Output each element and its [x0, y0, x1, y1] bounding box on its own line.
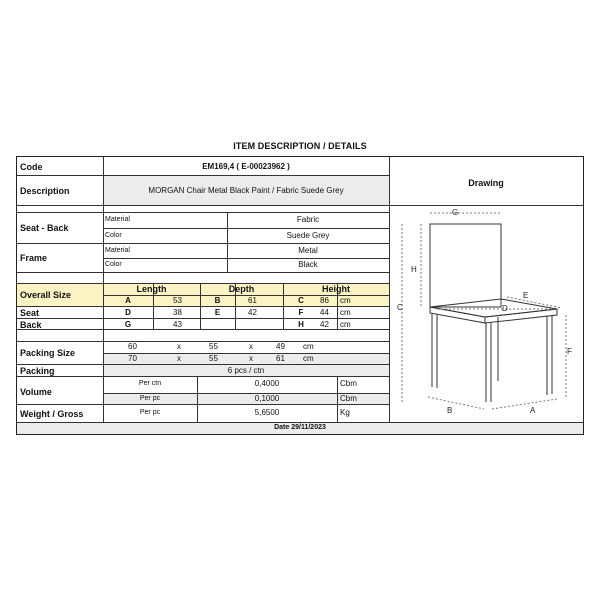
chair-drawing	[17, 157, 583, 422]
drawing-letter-c: C	[397, 303, 403, 312]
packing-size-label: Packing Size	[20, 348, 76, 358]
overall-depth-key: B	[214, 296, 221, 305]
overall-size-label: Overall Size	[20, 290, 72, 300]
volume-per-ctn: 0,4000	[254, 379, 280, 388]
chair-seat	[430, 299, 557, 317]
seat-length-key: D	[125, 308, 131, 317]
seat-back-label: Seat - Back	[20, 223, 69, 233]
packing-row1-c: 49	[276, 342, 285, 351]
volume-per-pc-label: Per pc	[139, 395, 161, 402]
back-length-value: 43	[173, 320, 182, 329]
packing-value: 6 pcs / ctn	[227, 366, 265, 375]
packing-row2-x2: x	[249, 354, 253, 363]
code-value: EM169,4 ( E-00023962 )	[202, 162, 290, 171]
length-header: Length	[136, 284, 167, 294]
weight-unit: Kg	[340, 408, 350, 417]
seat-back-material: Fabric	[296, 215, 320, 224]
back-length-key: G	[124, 320, 132, 329]
overall-height-value: 86	[320, 296, 329, 305]
seat-depth-key: E	[214, 308, 221, 317]
volume-label: Volume	[20, 387, 52, 397]
packing-row1-unit: cm	[303, 342, 314, 351]
drawing-letter-h: H	[411, 265, 417, 274]
seat-height-key: F	[298, 308, 304, 317]
packing-row1-x1: x	[177, 342, 181, 351]
seat-length-value: 38	[173, 308, 182, 317]
seat-dim-label: Seat	[20, 308, 40, 318]
seat-height-value: 44	[320, 308, 329, 317]
weight-value: 5,6500	[254, 408, 280, 417]
back-dim-label: Back	[20, 320, 42, 330]
seat-back-color-label: Color	[105, 232, 122, 239]
back-height-value: 42	[320, 320, 329, 329]
chair-backrest	[430, 224, 501, 307]
code-label: Code	[20, 162, 43, 172]
overall-length-key: A	[125, 296, 131, 305]
back-height-key: H	[298, 320, 304, 329]
packing-row1-x2: x	[249, 342, 253, 351]
packing-row2-c: 61	[276, 354, 285, 363]
seat-depth-value: 42	[248, 308, 257, 317]
drawing-letter-g: G	[452, 208, 459, 217]
overall-height-key: C	[298, 296, 304, 305]
seat-unit: cm	[340, 308, 351, 317]
seat-back-material-label: Material	[105, 216, 130, 223]
drawing-letter-f: F	[567, 347, 572, 356]
frame-material: Metal	[298, 246, 318, 255]
packing-row2-x1: x	[177, 354, 181, 363]
drawing-letter-a: A	[530, 406, 536, 415]
frame-label: Frame	[20, 253, 48, 263]
packing-row1-a: 60	[128, 342, 137, 351]
packing-row2-a: 70	[128, 354, 137, 363]
volume-per-ctn-label: Per ctn	[138, 380, 162, 387]
volume-unit-ctn: Cbm	[340, 379, 357, 388]
item-details-table	[16, 156, 584, 435]
seat-back-color: Suede Grey	[286, 231, 330, 240]
frame-color-label: Color	[105, 261, 122, 268]
drawing-letter-b: B	[447, 406, 453, 415]
overall-depth-value: 61	[248, 296, 257, 305]
drawing-letter-d: D	[502, 304, 508, 313]
overall-length-value: 53	[173, 296, 182, 305]
depth-header: Depth	[228, 284, 255, 294]
drawing-label: Drawing	[468, 178, 504, 188]
packing-row2-b: 55	[209, 354, 218, 363]
volume-unit-pc: Cbm	[340, 394, 357, 403]
weight-label: Weight / Gross	[20, 409, 84, 419]
date-label: Date 29/11/2023	[274, 424, 326, 431]
frame-material-label: Material	[105, 247, 130, 254]
height-header: Height	[322, 284, 350, 294]
packing-row2-unit: cm	[303, 354, 314, 363]
frame-color: Black	[298, 260, 318, 269]
packing-row1-b: 55	[209, 342, 218, 351]
back-unit: cm	[340, 320, 351, 329]
description-label: Description	[20, 186, 70, 196]
drawing-letter-e: E	[523, 291, 529, 300]
packing-label: Packing	[20, 366, 55, 376]
overall-unit: cm	[340, 296, 351, 305]
weight-per-pc-label: Per pc	[139, 409, 161, 416]
page-title: ITEM DESCRIPTION / DETAILS	[233, 141, 367, 151]
description-value: MORGAN Chair Metal Black Paint / Fabric Suede Grey	[148, 186, 344, 195]
volume-per-pc: 0,1000	[254, 394, 280, 403]
